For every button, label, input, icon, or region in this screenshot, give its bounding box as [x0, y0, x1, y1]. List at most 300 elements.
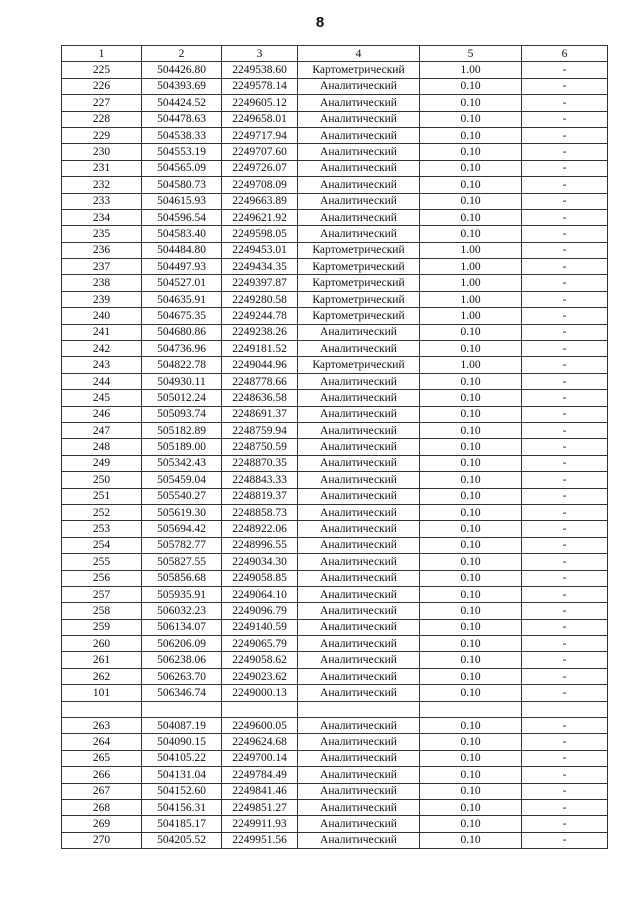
table-cell: 229 [62, 127, 142, 143]
table-cell: 504393.69 [142, 78, 222, 94]
table-row [62, 422, 608, 438]
table-cell: - [522, 324, 608, 340]
table-cell: 504680.86 [142, 324, 222, 340]
table-cell: 504105.22 [142, 750, 222, 766]
table-cell: Картометрический [298, 291, 420, 307]
page-number: 8 [315, 14, 325, 31]
table-cell: 1.00 [420, 62, 522, 78]
table-cell: - [522, 275, 608, 291]
table-cell: 2248858.73 [222, 504, 298, 520]
table-cell: 0.10 [420, 488, 522, 504]
table-cell: - [522, 406, 608, 422]
column-header: 5 [420, 46, 522, 62]
table-cell: Аналитический [298, 504, 420, 520]
table-cell: - [522, 799, 608, 815]
table-cell: - [522, 537, 608, 553]
table-cell: 232 [62, 177, 142, 193]
table-cell: Аналитический [298, 750, 420, 766]
table-cell: 2249434.35 [222, 259, 298, 275]
table-cell: - [522, 242, 608, 258]
table-cell: 269 [62, 816, 142, 832]
table-cell: 505856.68 [142, 570, 222, 586]
table-row [62, 373, 608, 389]
table-row [62, 275, 608, 291]
table-cell: - [522, 62, 608, 78]
table-row [62, 767, 608, 783]
table-cell: - [522, 685, 608, 701]
table-cell: 504527.01 [142, 275, 222, 291]
table-cell: 504736.96 [142, 341, 222, 357]
table-cell: 0.10 [420, 636, 522, 652]
table-cell: Аналитический [298, 373, 420, 389]
table-cell: Аналитический [298, 406, 420, 422]
table-cell: 505935.91 [142, 586, 222, 602]
table-cell: 505342.43 [142, 455, 222, 471]
table-cell: 0.10 [420, 832, 522, 848]
table-row [62, 832, 608, 848]
empty-cell [222, 701, 298, 717]
table-cell: 239 [62, 291, 142, 307]
table-cell: Аналитический [298, 816, 420, 832]
table-cell: 0.10 [420, 111, 522, 127]
table-cell: 259 [62, 619, 142, 635]
table-cell: 236 [62, 242, 142, 258]
table-cell: 255 [62, 554, 142, 570]
table-cell: 2248870.35 [222, 455, 298, 471]
table-cell: Аналитический [298, 685, 420, 701]
table-cell: 2249598.05 [222, 226, 298, 242]
table-row [62, 636, 608, 652]
table-cell: 252 [62, 504, 142, 520]
empty-cell [142, 701, 222, 717]
table-cell: 0.10 [420, 373, 522, 389]
table-row [62, 750, 608, 766]
table-cell: 233 [62, 193, 142, 209]
table-cell: 2249453.01 [222, 242, 298, 258]
table-cell: 254 [62, 537, 142, 553]
table-cell: 0.10 [420, 95, 522, 111]
table-cell: Аналитический [298, 177, 420, 193]
table-cell: - [522, 652, 608, 668]
table-cell: 505782.77 [142, 537, 222, 553]
table-cell: 504583.40 [142, 226, 222, 242]
table-cell: 0.10 [420, 521, 522, 537]
table-cell: 0.10 [420, 439, 522, 455]
table-cell: 2248750.59 [222, 439, 298, 455]
table-cell: - [522, 308, 608, 324]
table-cell: 505694.42 [142, 521, 222, 537]
table-cell: 504553.19 [142, 144, 222, 160]
table-cell: 506263.70 [142, 668, 222, 684]
table-cell: - [522, 226, 608, 242]
table-cell: - [522, 832, 608, 848]
table-row [62, 95, 608, 111]
table-cell: - [522, 619, 608, 635]
table-cell: 2249707.60 [222, 144, 298, 160]
table-cell: 2249280.58 [222, 291, 298, 307]
table-cell: 506346.74 [142, 685, 222, 701]
table-cell: Аналитический [298, 127, 420, 143]
table-row [62, 521, 608, 537]
table-cell: Аналитический [298, 488, 420, 504]
table-cell: 0.10 [420, 472, 522, 488]
table-cell: 0.10 [420, 619, 522, 635]
table-cell: 2248996.55 [222, 537, 298, 553]
table-cell: 0.10 [420, 783, 522, 799]
table-cell: - [522, 193, 608, 209]
table-cell: - [522, 127, 608, 143]
table-cell: Картометрический [298, 62, 420, 78]
table-cell: 505459.04 [142, 472, 222, 488]
table-cell: 2248819.37 [222, 488, 298, 504]
table-cell: Аналитический [298, 472, 420, 488]
table-cell: - [522, 209, 608, 225]
table-cell: - [522, 472, 608, 488]
table-cell: 261 [62, 652, 142, 668]
table-row [62, 226, 608, 242]
table-cell: 2249658.01 [222, 111, 298, 127]
table-cell: 2248636.58 [222, 390, 298, 406]
table-cell: 1.00 [420, 357, 522, 373]
table-cell: 2249244.78 [222, 308, 298, 324]
table-row [62, 78, 608, 94]
table-cell: Аналитический [298, 603, 420, 619]
table-cell: - [522, 668, 608, 684]
table-cell: 2249600.05 [222, 718, 298, 734]
table-cell: 235 [62, 226, 142, 242]
table-cell: 0.10 [420, 799, 522, 815]
table-cell: 241 [62, 324, 142, 340]
table-cell: 266 [62, 767, 142, 783]
table-cell: - [522, 390, 608, 406]
table-row [62, 439, 608, 455]
table-cell: 243 [62, 357, 142, 373]
table-cell: Аналитический [298, 537, 420, 553]
table-cell: 504152.60 [142, 783, 222, 799]
table-cell: 0.10 [420, 144, 522, 160]
table-row [62, 390, 608, 406]
column-header: 4 [298, 46, 420, 62]
table-cell: Аналитический [298, 111, 420, 127]
table-cell: 2249621.92 [222, 209, 298, 225]
table-cell: - [522, 554, 608, 570]
table-cell: - [522, 422, 608, 438]
table-row [62, 308, 608, 324]
table-cell: 2249397.87 [222, 275, 298, 291]
table-cell: 244 [62, 373, 142, 389]
table-cell: 0.10 [420, 734, 522, 750]
table-cell: 2249065.79 [222, 636, 298, 652]
table-cell: - [522, 750, 608, 766]
table-cell: 504538.33 [142, 127, 222, 143]
table-cell: Аналитический [298, 144, 420, 160]
table-row [62, 554, 608, 570]
table-cell: - [522, 111, 608, 127]
table-cell: 504484.80 [142, 242, 222, 258]
table-row [62, 193, 608, 209]
table-cell: Аналитический [298, 799, 420, 815]
table-cell: - [522, 488, 608, 504]
table-row [62, 652, 608, 668]
table-cell: 249 [62, 455, 142, 471]
table-cell: 1.00 [420, 242, 522, 258]
table-cell: 2249538.60 [222, 62, 298, 78]
table-cell: 2249064.10 [222, 586, 298, 602]
table-cell: Аналитический [298, 619, 420, 635]
table-cell: 0.10 [420, 127, 522, 143]
table-cell: 2249058.85 [222, 570, 298, 586]
table-cell: - [522, 259, 608, 275]
table-cell: 0.10 [420, 455, 522, 471]
table-cell: 257 [62, 586, 142, 602]
table-cell: Аналитический [298, 341, 420, 357]
table-cell: - [522, 357, 608, 373]
table-cell: 1.00 [420, 291, 522, 307]
table-cell: 1.00 [420, 259, 522, 275]
table-cell: 227 [62, 95, 142, 111]
table-cell: Аналитический [298, 193, 420, 209]
table-row [62, 619, 608, 635]
table-cell: - [522, 95, 608, 111]
table-cell: 2249023.62 [222, 668, 298, 684]
table-cell: 265 [62, 750, 142, 766]
table-cell: 2249238.26 [222, 324, 298, 340]
table-cell: 0.10 [420, 504, 522, 520]
table-cell: 238 [62, 275, 142, 291]
table-cell: 0.10 [420, 586, 522, 602]
table-cell: 2249044.96 [222, 357, 298, 373]
table-cell: 0.10 [420, 209, 522, 225]
table-cell: 505093.74 [142, 406, 222, 422]
table-cell: 504478.63 [142, 111, 222, 127]
table-cell: 0.10 [420, 177, 522, 193]
table-cell: 240 [62, 308, 142, 324]
table-cell: Аналитический [298, 570, 420, 586]
column-header: 3 [222, 46, 298, 62]
table-cell: - [522, 783, 608, 799]
table-cell: - [522, 816, 608, 832]
table-row [62, 341, 608, 357]
table-row [62, 783, 608, 799]
table-cell: 237 [62, 259, 142, 275]
table-cell: Аналитический [298, 668, 420, 684]
table-row [62, 586, 608, 602]
table-cell: Аналитический [298, 652, 420, 668]
table-cell: Аналитический [298, 455, 420, 471]
table-cell: 505189.00 [142, 439, 222, 455]
table-cell: - [522, 718, 608, 734]
section-separator-row [62, 701, 608, 717]
table-cell: Аналитический [298, 160, 420, 176]
table-cell: 2249951.56 [222, 832, 298, 848]
table-cell: 504185.17 [142, 816, 222, 832]
table-cell: 2249140.59 [222, 619, 298, 635]
table-cell: 0.10 [420, 718, 522, 734]
table-cell: - [522, 439, 608, 455]
table-row [62, 734, 608, 750]
table-cell: 505012.24 [142, 390, 222, 406]
table-cell: 2248691.37 [222, 406, 298, 422]
table-cell: 505182.89 [142, 422, 222, 438]
table-cell: 268 [62, 799, 142, 815]
table-cell: - [522, 603, 608, 619]
table-cell: 506032.23 [142, 603, 222, 619]
table-cell: 2249726.07 [222, 160, 298, 176]
table-row [62, 259, 608, 275]
table-cell: Аналитический [298, 226, 420, 242]
table-row [62, 291, 608, 307]
table-cell: Аналитический [298, 832, 420, 848]
table-cell: 0.10 [420, 554, 522, 570]
table-cell: 242 [62, 341, 142, 357]
table-cell: Аналитический [298, 521, 420, 537]
table-row [62, 160, 608, 176]
empty-cell [62, 701, 142, 717]
table-cell: 504580.73 [142, 177, 222, 193]
table-cell: Аналитический [298, 783, 420, 799]
table-cell: 0.10 [420, 750, 522, 766]
table-cell: 504615.93 [142, 193, 222, 209]
table-row [62, 472, 608, 488]
table-row [62, 242, 608, 258]
table-row [62, 718, 608, 734]
table-cell: Аналитический [298, 554, 420, 570]
table-cell: 0.10 [420, 537, 522, 553]
table-cell: 504156.31 [142, 799, 222, 815]
table-cell: 2249058.62 [222, 652, 298, 668]
table-cell: 247 [62, 422, 142, 438]
table-row [62, 111, 608, 127]
table-cell: Картометрический [298, 259, 420, 275]
table-cell: 504565.09 [142, 160, 222, 176]
table-cell: Картометрический [298, 357, 420, 373]
empty-cell [298, 701, 420, 717]
table-cell: 0.10 [420, 767, 522, 783]
table-cell: 234 [62, 209, 142, 225]
column-header: 2 [142, 46, 222, 62]
table-cell: 2248759.94 [222, 422, 298, 438]
table-cell: 0.10 [420, 603, 522, 619]
table-row [62, 127, 608, 143]
table-cell: 505619.30 [142, 504, 222, 520]
table-row [62, 603, 608, 619]
table-cell: 250 [62, 472, 142, 488]
header-row [62, 46, 608, 62]
table-cell: Аналитический [298, 324, 420, 340]
table-cell: 2249841.46 [222, 783, 298, 799]
empty-cell [420, 701, 522, 717]
table-cell: - [522, 177, 608, 193]
table-row [62, 685, 608, 701]
table-cell: 2249000.13 [222, 685, 298, 701]
table-cell: - [522, 373, 608, 389]
table-cell: 0.10 [420, 652, 522, 668]
table-cell: 230 [62, 144, 142, 160]
table-cell: 504090.15 [142, 734, 222, 750]
table-cell: 0.10 [420, 668, 522, 684]
table-cell: 0.10 [420, 324, 522, 340]
table-cell: 504930.11 [142, 373, 222, 389]
table-cell: - [522, 570, 608, 586]
table-cell: Аналитический [298, 95, 420, 111]
table-cell: 231 [62, 160, 142, 176]
table-cell: Аналитический [298, 636, 420, 652]
table-cell: 0.10 [420, 78, 522, 94]
table-cell: 226 [62, 78, 142, 94]
table-cell: 253 [62, 521, 142, 537]
table-cell: 0.10 [420, 193, 522, 209]
table-cell: 506206.09 [142, 636, 222, 652]
table-cell: 2249096.79 [222, 603, 298, 619]
table-cell: Картометрический [298, 275, 420, 291]
table-cell: 2249717.94 [222, 127, 298, 143]
table-cell: 2249034.30 [222, 554, 298, 570]
table-cell: 2249700.14 [222, 750, 298, 766]
table-cell: 258 [62, 603, 142, 619]
table-cell: 0.10 [420, 160, 522, 176]
table-row [62, 537, 608, 553]
table-cell: Аналитический [298, 390, 420, 406]
table-cell: 504205.52 [142, 832, 222, 848]
table-row [62, 455, 608, 471]
column-header: 1 [62, 46, 142, 62]
table-cell: 0.10 [420, 422, 522, 438]
table-cell: - [522, 291, 608, 307]
table-cell: Аналитический [298, 767, 420, 783]
table-body [62, 62, 608, 849]
table-cell: 262 [62, 668, 142, 684]
table-cell: 2249624.68 [222, 734, 298, 750]
table-cell: 248 [62, 439, 142, 455]
table-cell: 0.10 [420, 341, 522, 357]
coordinates-table [61, 45, 608, 849]
table-cell: 1.00 [420, 275, 522, 291]
table-row [62, 406, 608, 422]
table-cell: 2249605.12 [222, 95, 298, 111]
table-cell: 2249851.27 [222, 799, 298, 815]
table-row [62, 357, 608, 373]
table-cell: - [522, 144, 608, 160]
table-row [62, 177, 608, 193]
table-cell: 0.10 [420, 226, 522, 242]
table-cell: 504635.91 [142, 291, 222, 307]
table-cell: 264 [62, 734, 142, 750]
table-cell: 2248778.66 [222, 373, 298, 389]
empty-cell [522, 701, 608, 717]
table-row [62, 668, 608, 684]
table-cell: 2249708.09 [222, 177, 298, 193]
table-cell: Аналитический [298, 439, 420, 455]
table-cell: 246 [62, 406, 142, 422]
table-cell: 245 [62, 390, 142, 406]
table-cell: - [522, 341, 608, 357]
table-cell: 228 [62, 111, 142, 127]
table-cell: 225 [62, 62, 142, 78]
table-cell: 251 [62, 488, 142, 504]
table-row [62, 570, 608, 586]
table-cell: 256 [62, 570, 142, 586]
table-cell: 504497.93 [142, 259, 222, 275]
table-cell: 0.10 [420, 390, 522, 406]
table-cell: 1.00 [420, 308, 522, 324]
table-row [62, 504, 608, 520]
table-cell: 504424.52 [142, 95, 222, 111]
table-cell: - [522, 504, 608, 520]
table-cell: - [522, 78, 608, 94]
table-cell: - [522, 586, 608, 602]
table-cell: 0.10 [420, 406, 522, 422]
table-cell: Аналитический [298, 586, 420, 602]
